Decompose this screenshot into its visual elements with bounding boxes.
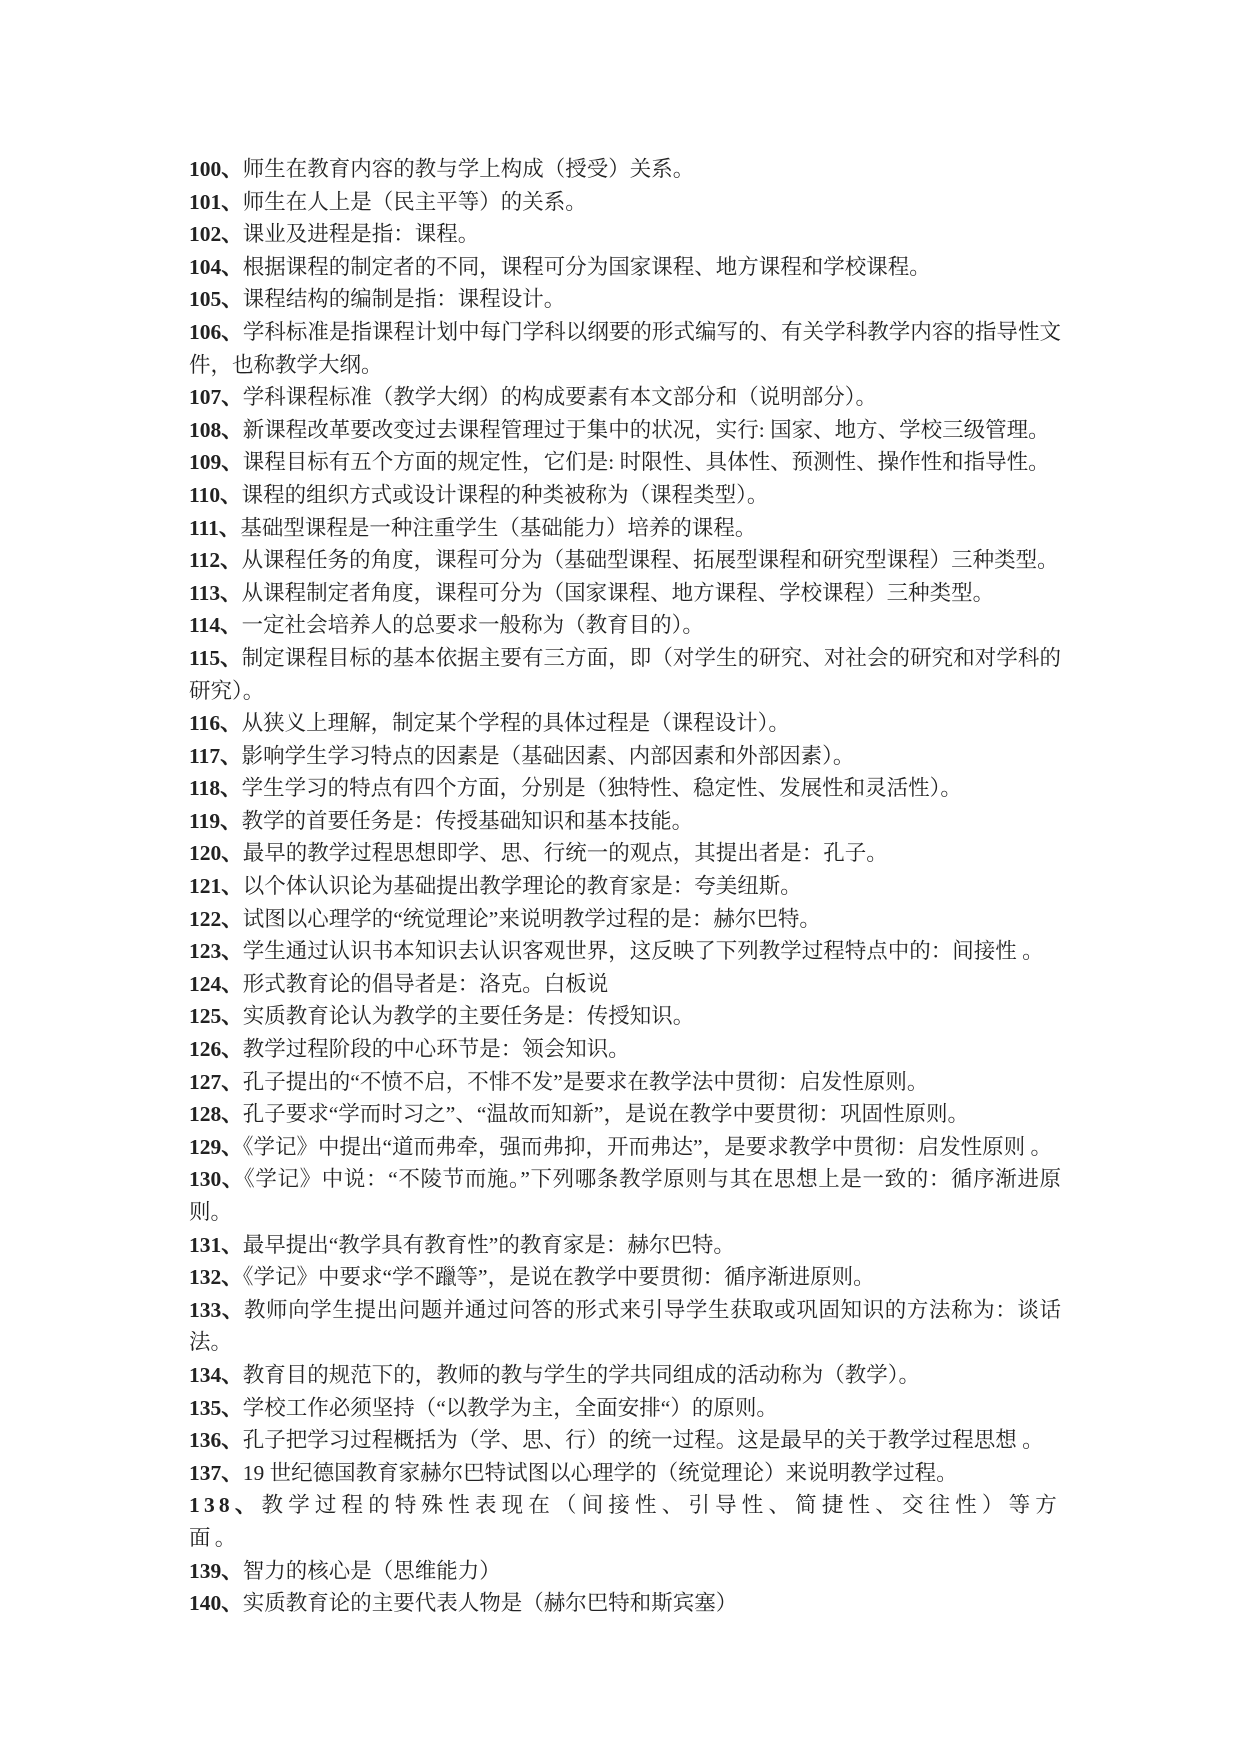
document-page (189, 153, 1061, 1620)
list-item (189, 1587, 1061, 1620)
item-text: 智力的核心是（思维能力） (242, 1558, 501, 1583)
list-item (189, 740, 1061, 773)
item-text: 教学过程阶段的中心环节是：领会知识。 (242, 1037, 630, 1062)
item-number: 100、 (189, 157, 243, 181)
item-text: 师生在人上是（民主平等）的关系。 (242, 189, 587, 214)
list-item (189, 544, 1061, 577)
item-number: 112、 (189, 548, 242, 573)
list-item (189, 1066, 1061, 1099)
item-number: 104、 (189, 254, 243, 279)
item-number: 129、 (189, 1134, 243, 1159)
item-text: 形式教育论的倡导者是：洛克。白板说 (242, 971, 609, 996)
list-item (189, 1163, 1061, 1228)
item-number: 135、 (189, 1395, 243, 1420)
list-item (189, 153, 1061, 186)
item-number: 101、 (189, 189, 243, 214)
item-number: 108、 (189, 417, 243, 442)
item-number: 127、 (189, 1069, 243, 1094)
item-number: 123、 (189, 939, 243, 964)
item-text: 最早提出“教学具有教育性”的教育家是：赫尔巴特。 (242, 1232, 735, 1257)
list-item (189, 218, 1061, 251)
list-item (189, 1555, 1061, 1588)
list-item (189, 1489, 1061, 1554)
list-item (189, 1359, 1061, 1392)
list-item (189, 805, 1061, 838)
list-item (189, 479, 1061, 512)
list-item (189, 1033, 1061, 1066)
item-text: 《学记》中说：“不陵节而施。”下列哪条教学原则与其在思想上是一致的：循序渐进原则。 (189, 1167, 1061, 1224)
item-number: 121、 (189, 874, 243, 899)
list-item (189, 1131, 1061, 1164)
item-number: 138、 (189, 1493, 262, 1518)
list-item (189, 381, 1061, 414)
item-number: 140、 (189, 1591, 243, 1616)
item-number: 107、 (189, 385, 243, 410)
list-item (189, 283, 1061, 316)
item-number: 118、 (189, 776, 242, 801)
item-number: 110、 (189, 482, 242, 507)
item-text: 学科标准是指课程计划中每门学科以纲要的形式编写的、有关学科教学内容的指导性文件，也称教学大纲。 (189, 319, 1061, 377)
item-number: 120、 (189, 841, 243, 866)
list-item (189, 1229, 1061, 1262)
item-number: 116、 (189, 711, 242, 736)
item-number: 139、 (189, 1558, 243, 1583)
list-item (189, 512, 1061, 545)
item-text: 最早的教学过程思想即学、思、行统一的观点，其提出者是：孔子。 (242, 841, 888, 866)
item-text: 根据课程的制定者的不同，课程可分为国家课程、地方课程和学校课程。 (242, 254, 931, 279)
item-number: 102、 (189, 222, 243, 247)
item-number: 126、 (189, 1037, 243, 1062)
list-item (189, 707, 1061, 740)
item-text: 从狭义上理解，制定某个学程的具体过程是（课程设计）。 (241, 711, 790, 736)
list-item (189, 1098, 1061, 1131)
item-text: 教学的首要任务是：传授基础知识和基本技能。 (241, 808, 694, 833)
item-text: 孔子提出的“不愤不启，不悱不发”是要求在教学法中贯彻：启发性原则。 (242, 1069, 929, 1094)
item-number: 106、 (189, 319, 243, 344)
item-number: 114、 (189, 613, 242, 638)
item-text: 课程的组织方式或设计课程的种类被称为（课程类型）。 (241, 482, 769, 507)
item-number: 131、 (189, 1232, 243, 1257)
list-item (189, 642, 1061, 707)
item-text: 实质教育论认为教学的主要任务是：传授知识。 (242, 1004, 695, 1029)
item-text: 新课程改革要改变过去课程管理过于集中的状况，实行: 国家、地方、学校三级管理。 (242, 417, 1050, 442)
item-number: 115、 (189, 645, 242, 670)
list-item (189, 1424, 1061, 1457)
list-item (189, 1000, 1061, 1033)
item-text: 《学记》中提出“道而弗牵，强而弗抑，开而弗达”，是要求教学中贯彻：启发性原则 。 (242, 1134, 1052, 1159)
list-item (189, 772, 1061, 805)
item-number: 137、 (189, 1460, 243, 1485)
item-text: 19 世纪德国教育家赫尔巴特试图以心理学的（统觉理论）来说明教学过程。 (242, 1460, 958, 1485)
list-item (189, 968, 1061, 1001)
item-text: 试图以心理学的“统觉理论”来说明教学过程的是：赫尔巴特。 (242, 906, 821, 931)
item-number: 113、 (189, 580, 242, 605)
item-text: 制定课程目标的基本依据主要有三方面，即（对学生的研究、对社会的研究和对学科的研究）。 (189, 645, 1061, 703)
item-number: 119、 (189, 808, 242, 833)
list-item (189, 186, 1061, 219)
list-item (189, 1392, 1061, 1425)
list-item (189, 577, 1061, 610)
item-text: 从课程任务的角度，课程可分为（基础型课程、拓展型课程和研究型课程）三种类型。 (241, 548, 1059, 573)
item-text: 师生在教育内容的教与学上构成（授受）关系。 (242, 157, 695, 181)
item-text: 学生学习的特点有四个方面，分别是（独特性、稳定性、发展性和灵活性）。 (241, 776, 962, 801)
item-text: 教师向学生提出问题并通过问答的形式来引导学生获取或巩固知识的方法称为：谈话法。 (189, 1297, 1061, 1355)
list-item (189, 870, 1061, 903)
item-text: 以个体认识论为基础提出教学理论的教育家是：夸美纽斯。 (242, 874, 802, 899)
item-text: 影响学生学习特点的因素是（基础因素、内部因素和外部因素）。 (241, 743, 855, 768)
list-item (189, 935, 1061, 968)
list-item (189, 609, 1061, 642)
item-number: 133、 (189, 1297, 244, 1322)
item-text: 课程目标有五个方面的规定性，它们是: 时限性、具体性、预测性、操作性和指导性。 (242, 450, 1050, 475)
list-item (189, 837, 1061, 870)
list-item (189, 251, 1061, 284)
item-number: 124、 (189, 971, 243, 996)
item-number: 132、 (189, 1265, 243, 1290)
item-number: 105、 (189, 287, 243, 312)
item-number: 125、 (189, 1004, 243, 1029)
list-item (189, 903, 1061, 936)
list-item (189, 316, 1061, 381)
item-text: 学科课程标准（教学大纲）的构成要素有本文部分和（说明部分）。 (242, 385, 878, 410)
item-number: 122、 (189, 906, 243, 931)
list-item (189, 1294, 1061, 1359)
list-item (189, 446, 1061, 479)
item-number: 136、 (189, 1428, 243, 1453)
item-number: 128、 (189, 1102, 243, 1127)
item-text: 一定社会培养人的总要求一般称为（教育目的）。 (241, 613, 704, 638)
list-item (189, 414, 1061, 447)
item-text: 学校工作必须坚持（“以教学为主，全面安排“）的原则。 (242, 1395, 778, 1420)
item-text: 课业及进程是指：课程。 (242, 222, 480, 247)
item-text: 孔子要求“学而时习之”、“温故而知新”，是说在教学中要贯彻：巩固性原则。 (242, 1102, 969, 1127)
item-number: 134、 (189, 1362, 243, 1387)
item-text: 教育目的规范下的，教师的教与学生的学共同组成的活动称为（教学）。 (242, 1362, 921, 1387)
item-text: 学生通过认识书本知识去认识客观世界，这反映了下列教学过程特点中的：间接性 。 (242, 939, 1044, 964)
item-number: 109、 (189, 450, 243, 475)
item-text: 孔子把学习过程概括为（学、思、行）的统一过程。这是最早的关于教学过程思想 。 (242, 1428, 1044, 1453)
list-item (189, 1457, 1061, 1490)
list-item (189, 1261, 1061, 1294)
item-text: 《学记》中要求“学不躐等”，是说在教学中要贯彻：循序渐进原则。 (242, 1265, 875, 1290)
item-number: 111、 (189, 515, 241, 540)
item-text: 实质教育论的主要代表人物是（赫尔巴特和斯宾塞） (242, 1591, 738, 1616)
item-text: 基础型课程是一种注重学生（基础能力）培养的课程。 (240, 515, 757, 540)
item-text: 从课程制定者角度，课程可分为（国家课程、地方课程、学校课程）三种类型。 (241, 580, 995, 605)
item-number: 130、 (189, 1167, 245, 1192)
item-number: 117、 (189, 743, 242, 768)
item-text: 课程结构的编制是指：课程设计。 (242, 287, 566, 312)
item-text: 教学过程的特殊性表现在（间接性、引导性、简捷性、交往性）等方面。 (189, 1493, 1061, 1550)
